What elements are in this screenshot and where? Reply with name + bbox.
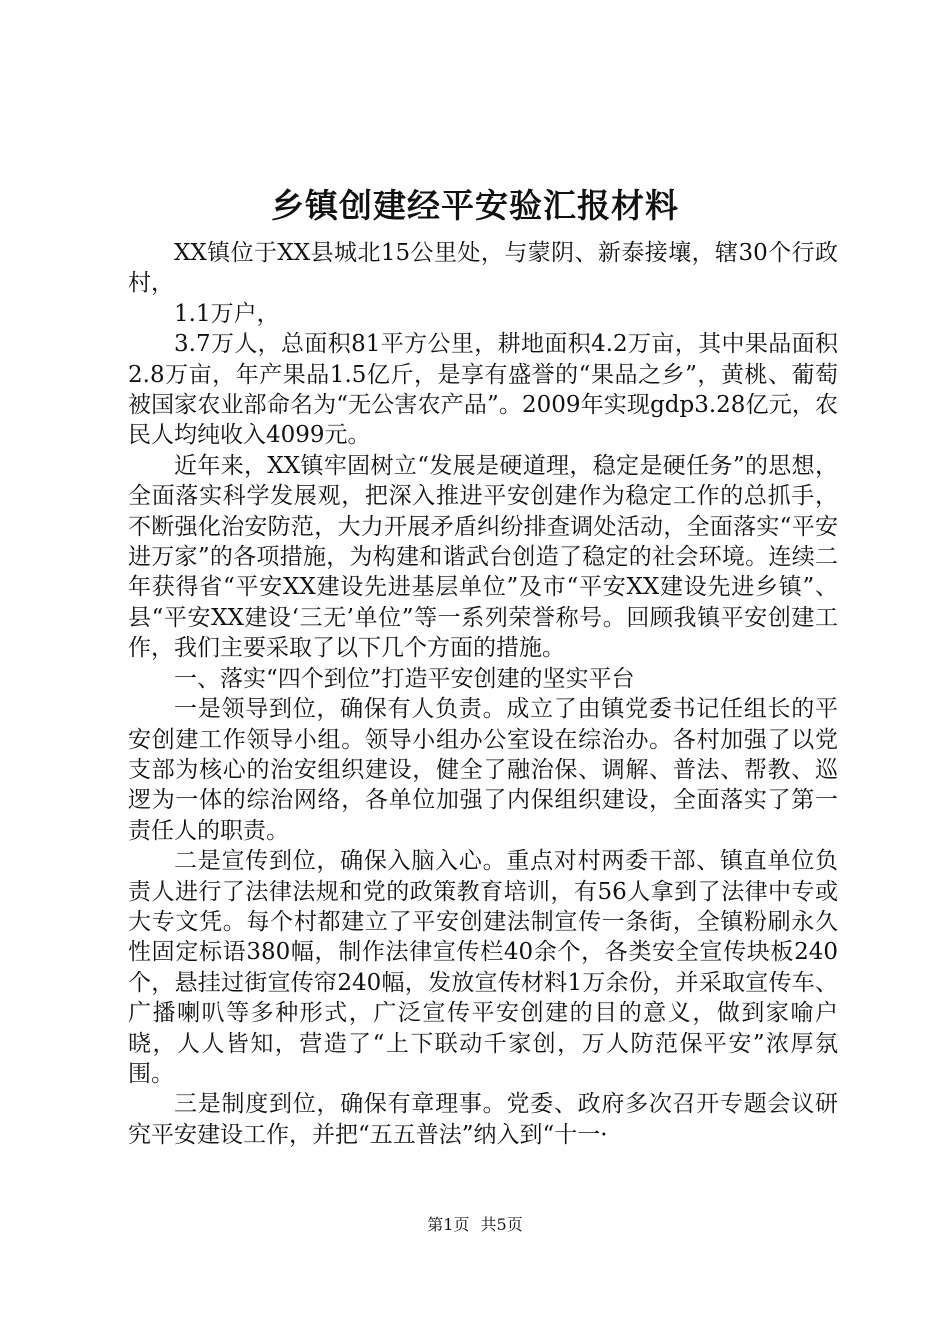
document-body xyxy=(128,238,838,1150)
paragraph: 二是宣传到位，确保入脑入心。重点对村两委干部、镇直单位负责人进行了法律法规和党的政策教育培训，有56人拿到了法律中专或大专文凭。每个村都建立了平安创建法制宣传一条街，全镇粉刷永久性固定标语380幅，制作法律宣传栏40余个，各类安全宣传块板240个，悬挂过街宣传帘240幅，发放宣传材料1万余份，并采取宣传车、广播喇叭等多种形式，广泛宣传平安创建的目的意义，做到家喻户晓，人人皆知，营造了“上下联动千家创，万人防范保平安”浓厚氛围。 xyxy=(128,848,838,1087)
page-number: 第1页 xyxy=(427,1215,470,1234)
page-total: 共5页 xyxy=(480,1215,523,1234)
page-footer xyxy=(0,1214,950,1236)
paragraph: XX镇位于XX县城北15公里处，与蒙阴、新泰接壤，辖30个行政村， xyxy=(128,240,838,297)
section-heading: 一、落实“四个到位”打造平安创建的坚实平台 xyxy=(174,665,635,692)
paragraph: 一是领导到位，确保有人负责。成立了由镇党委书记任组长的平安创建工作领导小组。领导小组办公室设在综治办。各村加强了以党支部为核心的治安组织建设，健全了融治保、调解、普法、帮教、巡逻为一体的综治网络，各单位加强了内保组织建设，全面落实了第一责任人的职责。 xyxy=(128,696,838,844)
document-title: 乡镇创建经平安验汇报材料 xyxy=(271,186,679,225)
paragraph: 三是制度到位，确保有章理事。党委、政府多次召开专题会议研究平安建设工作，并把“五五普法”纳入到“十一· xyxy=(128,1091,838,1148)
paragraph: 3.7万人，总面积81平方公里，耕地面积4.2万亩，其中果品面积2.8万亩，年产果品1.5亿斤，是享有盛誉的“果品之乡”，黄桃、葡萄被国家农业部命名为“无公害农产品”。2009年实现gdp3.28亿元，农民人均纯收入4099元。 xyxy=(128,331,838,449)
paragraph: 近年来，XX镇牢固树立“发展是硬道理，稳定是硬任务”的思想，全面落实科学发展观，把深入推进平安创建作为稳定工作的总抓手，不断强化治安防范，大力开展矛盾纠纷排查调处活动，全面落实“平安进万家”的各项措施，为构建和谐武台创造了稳定的社会环境。连续二年获得省“平安XX建设先进基层单位”及市“平安XX建设先进乡镇”、县“平安XX建设‘三无’单位”等一系列荣誉称号。回顾我镇平安创建工作，我们主要采取了以下几个方面的措施。 xyxy=(128,452,838,662)
paragraph: 1.1万户， xyxy=(174,300,280,327)
